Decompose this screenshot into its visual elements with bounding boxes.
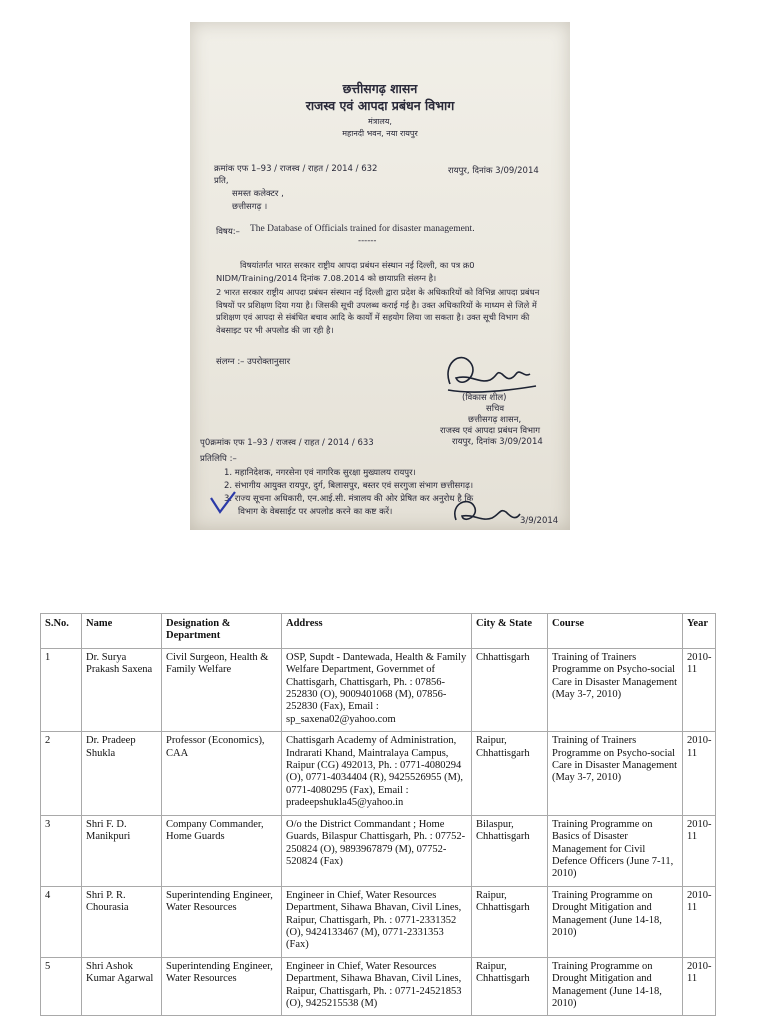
- cell-city-state: Chhattisgarh: [472, 648, 548, 731]
- cell-designation: Superintending Engineer, Water Resources: [162, 957, 282, 1016]
- signatory-name: (विकास शील): [462, 393, 507, 403]
- header-course: Course: [548, 614, 683, 649]
- letter-enclosure: संलग्न :– उपरोक्तानुसार: [216, 357, 291, 367]
- officials-table-container: [40, 613, 728, 1016]
- letter-header-address: महानदी भवन, नया रायपुर: [342, 129, 418, 138]
- copy-label: प्रतिलिपि :–: [200, 454, 237, 464]
- signatory-title-1: सचिव: [486, 404, 505, 414]
- cell-year: 2010-11: [683, 957, 716, 1016]
- letter-paragraph-2: 2 भारत सरकार राष्ट्रीय आपदा प्रबंधन संस्थान नई दिल्ली द्वारा प्रदेश के अधिकारियों को विभिन्न आपदा प्रबंधन विषयों पर प्रशिक्षण दिया गया है। जिसकी सूची उपलब्ध कराई गई है। उक्त अधिकारियों के माध्यम से जिले में प्रशिक्षण एवं आपदा से संबंधित बचाव आदि के कार्यों में सहयोग लिया जा सकता है। उक्त सूची विभाग की वेबसाइट पर भी अपलोड की जा रही है।: [216, 287, 540, 335]
- cell-designation: Company Commander, Home Guards: [162, 815, 282, 886]
- letter-header-ministry: मंत्रालय,: [368, 117, 392, 126]
- cell-year: 2010-11: [683, 648, 716, 731]
- cell-address: Engineer in Chief, Water Resources Department, Sihawa Bhavan, Civil Lines, Raipur, Chattisgarh, Ph. : 0771-2331352 (O), 9424133467 (M), 0771-2331353 (Fax): [282, 886, 472, 957]
- letter-prati: प्रति,: [214, 176, 229, 186]
- header-city-state: City & State: [472, 614, 548, 649]
- officials-table: [40, 613, 729, 1016]
- table-edge: [716, 815, 729, 886]
- cell-sno: 5: [41, 957, 82, 1016]
- letter-paragraph-1: विषयांतर्गत भारत सरकार राष्ट्रीय आपदा प्रबंधन संस्थान नई दिल्ली, का पत्र क्र0 NIDM/Training/2014 दिनांक 7.08.2014 को छायाप्रति संलग्न है।: [216, 260, 475, 283]
- cell-course: Training Programme on Basics of Disaster Management for Civil Defence Officers (June 7-11, 2010): [548, 815, 683, 886]
- letter-addressee-1: समस्त कलेक्टर ,: [232, 189, 284, 199]
- cell-city-state: Raipur, Chhattisgarh: [472, 886, 548, 957]
- cell-sno: 1: [41, 648, 82, 731]
- cell-name: Shri P. R. Chourasia: [82, 886, 162, 957]
- table-edge: [716, 886, 729, 957]
- copy-item-3b: विभाग के वेबसाईट पर अपलोड करने का कष्ट करें।: [238, 507, 393, 517]
- tick-mark-icon: [208, 490, 238, 516]
- letter-divider: ------: [358, 236, 377, 246]
- letter-ref-number: क्रमांक एफ 1–93 / राजस्व / राहत / 2014 / 632: [214, 164, 378, 174]
- cell-address: OSP, Supdt - Dantewada, Health & Family Welfare Department, Governmet of Chattisgarh, Chattisgarh, Ph. : 07856-252830 (O), 9009401068 (M), 07856-252830 (Fax), Email : sp_saxena02@yahoo.com: [282, 648, 472, 731]
- cell-course: Training Programme on Drought Mitigation and Management (June 14-18, 2010): [548, 886, 683, 957]
- cell-address: Chattisgarh Academy of Administration, Indrarati Khand, Maintralaya Campus, Raipur (CG) 492013, Ph. : 0771-4080294 (O), 0771-4034404 (R), 9425526955 (M), 0771-4080295 (Fax), Email : pradeepshukla45@yahoo.in: [282, 732, 472, 815]
- header-year: Year: [683, 614, 716, 649]
- table-header-row: [41, 614, 729, 649]
- letter-header-department: राजस्व एवं आपदा प्रबंधन विभाग: [305, 98, 455, 113]
- letter-subject-text: The Database of Officials trained for disaster management.: [250, 224, 475, 234]
- cell-year: 2010-11: [683, 815, 716, 886]
- cell-year: 2010-11: [683, 732, 716, 815]
- cell-city-state: Raipur, Chhattisgarh: [472, 732, 548, 815]
- header-sno: S.No.: [41, 614, 82, 649]
- cell-city-state: Raipur, Chhattisgarh: [472, 957, 548, 1016]
- cell-name: Shri Ashok Kumar Agarwal: [82, 957, 162, 1016]
- cell-address: O/o the District Commandant ; Home Guards, Bilaspur Chattisgarh, Ph. : 07752-250824 (O), 9893967879 (M), 07752-520824 (Fax): [282, 815, 472, 886]
- letter-subject-label: विषय:–: [216, 227, 240, 237]
- copy-item-3: 3. राज्य सूचना अधिकारी, एन.आई.सी. मंत्रालय की ओर प्रेषित कर अनुरोध है कि: [224, 494, 474, 504]
- cell-name: Shri F. D. Manikpuri: [82, 815, 162, 886]
- header-name: Name: [82, 614, 162, 649]
- cell-designation: Civil Surgeon, Health & Family Welfare: [162, 648, 282, 731]
- table-edge: [716, 732, 729, 815]
- letter-header-government: छत्तीसगढ़ शासन: [342, 81, 418, 96]
- table-edge: [716, 614, 729, 649]
- signatory-date: रायपुर, दिनांक 3/09/2014: [452, 437, 543, 447]
- header-address: Address: [282, 614, 472, 649]
- cell-course: Training of Trainers Programme on Psycho-social Care in Disaster Management (May 3-7, 2010): [548, 732, 683, 815]
- table-row: [41, 732, 729, 815]
- endorsement-ref: पृ0क्रमांक एफ 1–93 / राजस्व / राहत / 2014 / 633: [200, 438, 374, 448]
- table-edge: [716, 957, 729, 1016]
- cell-designation: Professor (Economics), CAA: [162, 732, 282, 815]
- cell-course: Training Programme on Drought Mitigation and Management (June 14-18, 2010): [548, 957, 683, 1016]
- signatory-title-2: छत्तीसगढ़ शासन,: [468, 415, 522, 425]
- cell-year: 2010-11: [683, 886, 716, 957]
- table-row: [41, 886, 729, 957]
- copy-item-2: 2. संभागीय आयुक्त रायपुर, दुर्ग, बिलासपुर, बस्तर एवं सरगुजा संभाग छत्तीसगढ़।: [224, 481, 474, 491]
- letter-ref-date: रायपुर, दिनांक 3/09/2014: [448, 166, 539, 176]
- table-row: [41, 815, 729, 886]
- signature-2-date: 3/9/2014: [520, 516, 559, 526]
- cell-name: Dr. Surya Prakash Saxena: [82, 648, 162, 731]
- signatory-title-3: राजस्व एवं आपदा प्रबंधन विभाग: [440, 426, 541, 436]
- cell-sno: 2: [41, 732, 82, 815]
- cell-designation: Superintending Engineer, Water Resources: [162, 886, 282, 957]
- table-row: [41, 957, 729, 1016]
- cell-name: Dr. Pradeep Shukla: [82, 732, 162, 815]
- cell-city-state: Bilaspur, Chhattisgarh: [472, 815, 548, 886]
- copy-item-1: 1. महानिदेशक, नगरसेना एवं नागरिक सुरक्षा मुख्यालय रायपुर।: [224, 468, 416, 478]
- header-designation: Designation & Department: [162, 614, 282, 649]
- cell-address: Engineer in Chief, Water Resources Department, Sihawa Bhavan, Civil Lines, Raipur, Chattisgarh, Ph. : 0771-24521853 (O), 9425215538 (M): [282, 957, 472, 1016]
- scanned-letter-image: [190, 22, 570, 530]
- cell-sno: 3: [41, 815, 82, 886]
- table-row: [41, 648, 729, 731]
- letter-addressee-2: छत्तीसगढ़ ।: [232, 202, 268, 212]
- cell-sno: 4: [41, 886, 82, 957]
- table-edge: [716, 648, 729, 731]
- cell-course: Training of Trainers Programme on Psycho-social Care in Disaster Management (May 3-7, 2010): [548, 648, 683, 731]
